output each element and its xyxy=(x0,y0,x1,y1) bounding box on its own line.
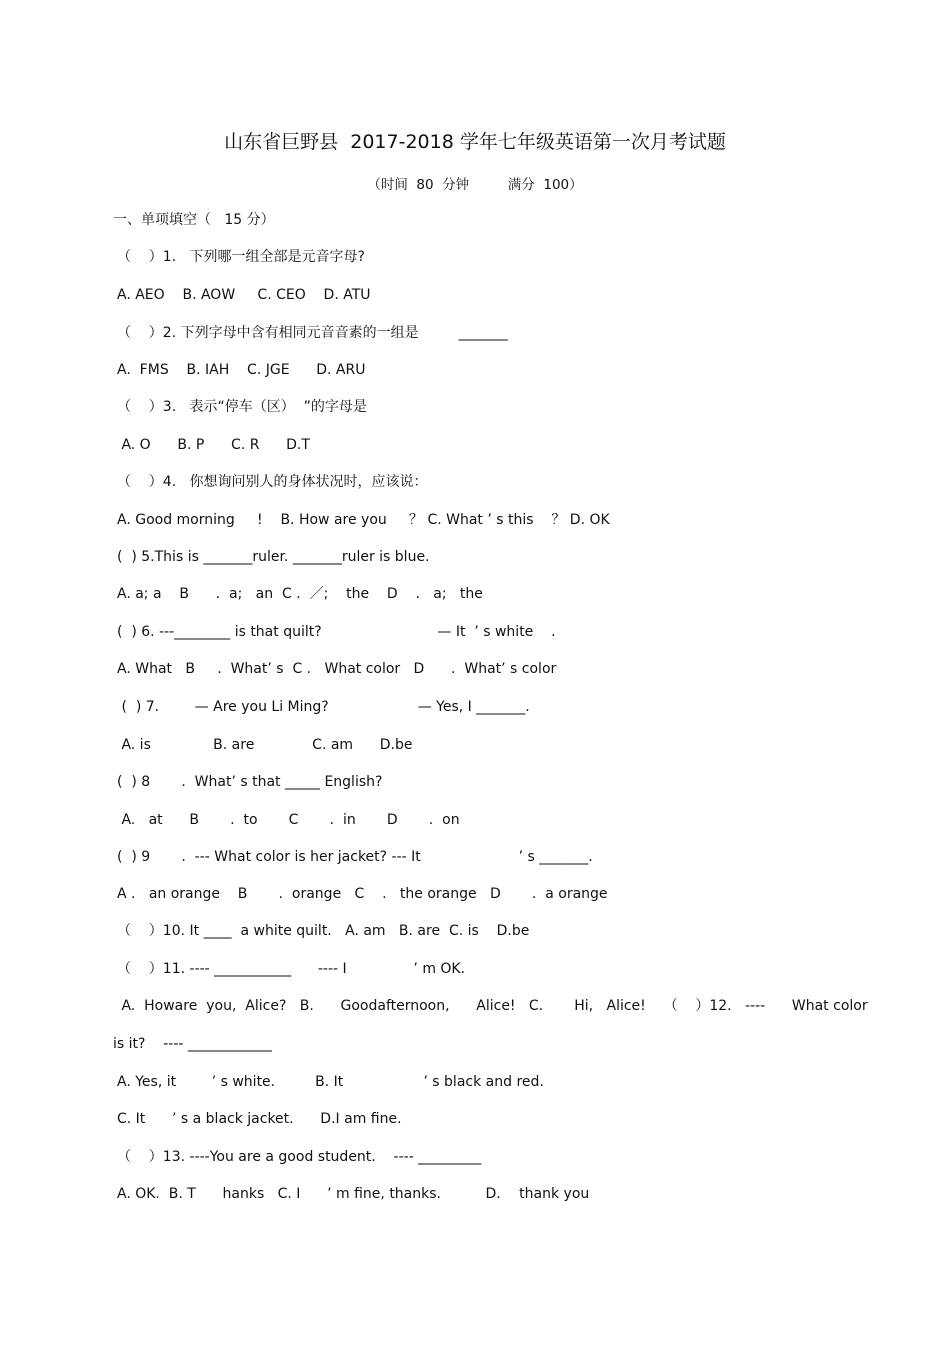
options-line: A. Good morning ! B. How are you ？ C. What ’ s this ？ D. OK xyxy=(117,512,610,528)
options-line: A. at B . to C . in D . on xyxy=(117,812,460,828)
question-line: （ ）10. It ____ a white quilt. A. am B. are C. is D.be xyxy=(117,923,530,939)
exam-info: （时间 80 分钟 满分 100） xyxy=(367,177,583,193)
options-line: A. What B . What’ s C . What color D . What’ s color xyxy=(117,661,557,677)
question-line: （ ）13. ----You are a good student. ---- _________ xyxy=(117,1149,482,1165)
options-line: A. AEO B. AOW C. CEO D. ATU xyxy=(117,287,371,303)
options-line: A . an orange B . orange C . the orange D . a orange xyxy=(117,886,608,902)
options-line: A. is B. are C. am D.be xyxy=(117,737,413,753)
question-line: （ ）4. 你想询问别人的身体状况时，应该说： xyxy=(117,474,428,490)
question-line: ( ) 6. ---________ is that quilt? — It ’ s white . xyxy=(117,624,556,640)
section-heading: 一、单项填空（ 15 分） xyxy=(113,212,275,228)
question-line: （ ）3. 表示“停车（区） ”的字母是 xyxy=(117,399,367,415)
options-line: A. Yes, it ’ s white. B. It ’ s black and red. xyxy=(117,1074,544,1090)
options-line: A. FMS B. IAH C. JGE D. ARU xyxy=(117,362,366,378)
options-line: A. OK. B. T hanks C. I ’ m fine, thanks. D． thank you xyxy=(117,1186,590,1202)
options-line: A. O B. P C. R D.T xyxy=(117,437,310,453)
page-title: 山东省巨野县 2017-2018 学年七年级英语第一次月考试题 xyxy=(224,131,726,153)
question-line: （ ）11. ---- ___________ ---- I ’ m OK. xyxy=(117,961,466,977)
options-line: C. It ’ s a black jacket. D.I am fine. xyxy=(117,1111,402,1127)
question-line: is it? ---- ____________ xyxy=(113,1036,272,1052)
question-line: （ ）1. 下列哪一组全部是元音字母? xyxy=(117,249,365,265)
question-line: （ ）2. 下列字母中含有相同元音音素的一组是 _______ xyxy=(117,325,508,341)
question-line: ( ) 5.This is _______ruler. _______ruler is blue. xyxy=(117,549,430,565)
options-line: A. a; a B . a; an C . ／; the D . a; the xyxy=(117,586,483,602)
question-line: ( ) 8 . What’ s that _____ English? xyxy=(117,774,383,790)
options-line: A. Howare you, Alice? B. Goodafternoon, Alice! C. Hi, Alice! （ ）12. ---- What color xyxy=(117,998,868,1014)
question-line: ( ) 7. — Are you Li Ming? — Yes, I _______. xyxy=(117,699,530,715)
question-line: ( ) 9 . --- What color is her jacket? --- It ’ s _______. xyxy=(117,849,593,865)
